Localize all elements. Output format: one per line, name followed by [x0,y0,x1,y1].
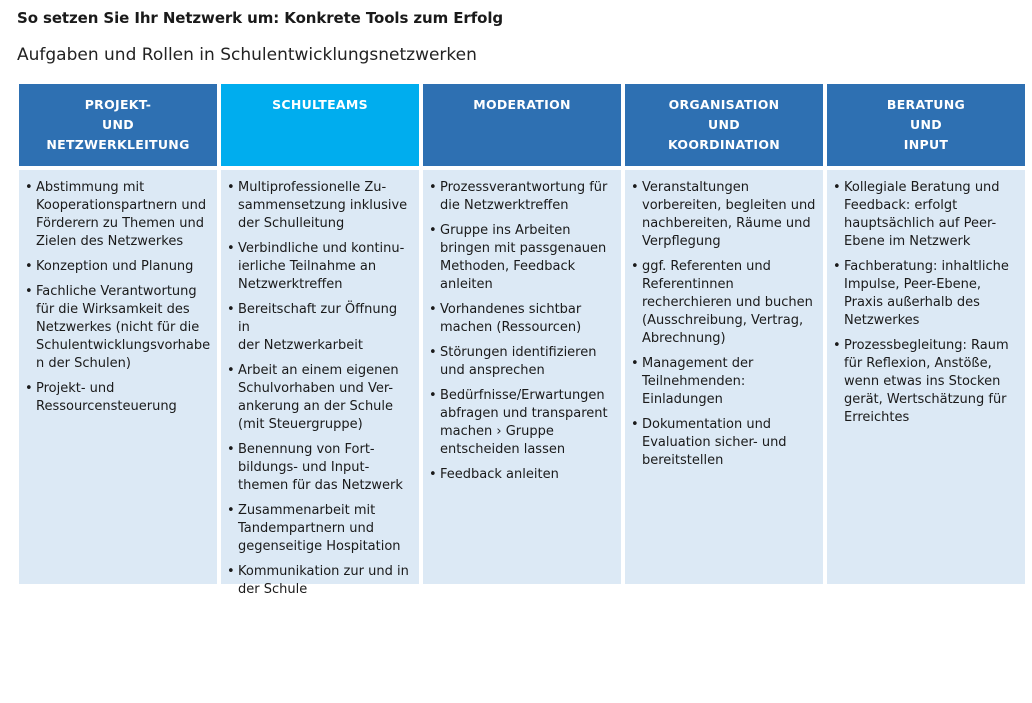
list-item: • Verbindliche und kontinu- ierliche Teilnahme an Netzwerktreffen [227,240,413,294]
column-header-line: ORGANISATION [668,97,780,112]
column-header-line: MODERATION [473,97,571,112]
column-header-line: BERATUNG [886,97,966,112]
list-item: • Dokumentation und Evaluation sicher- und bereitstellen [631,416,817,470]
list-item: • Fachliche Verantwortung für die Wirksamkeit des Netzwerkes (nicht für die Schulentwicklungsvorhabe n der Schulen) [25,283,211,373]
column-header [221,84,419,166]
list-item: • Veranstaltungen vorbereiten, begleiten und nachbereiten, Räume und Verpflegung [631,179,817,251]
list-item: • Fachberatung: inhaltliche Impulse, Peer-Ebene, Praxis außerhalb des Netzwerkes [833,258,1019,330]
column-header-line: SCHULTEAMS [272,97,368,112]
list-item: • Prozessbegleitung: Raum für Reflexion, Anstöße, wenn etwas ins Stocken gerät, Wertschätzung für Erreichtes [833,337,1019,427]
list-item: • Vorhandenes sichtbar machen (Ressourcen) [429,301,615,337]
column-header [19,84,217,166]
column-projektleitung [19,84,217,584]
list-item: • Benennung von Fort- bildungs- und Input- themen für das Netzwerk [227,441,413,495]
column-header-line: PROJEKT- [84,97,152,112]
list-item: • Konzeption und Planung [25,258,211,276]
column-body [19,170,217,584]
column-beratung [827,84,1025,584]
list-item: • Zusammenarbeit mit Tandempartnern und gegenseitige Hospitation [227,502,413,556]
column-body [423,170,621,584]
column-header-line: KOORDINATION [667,137,781,152]
column-moderation [423,84,621,584]
list-item: • Kollegiale Beratung und Feedback: erfolgt hauptsächlich auf Peer- Ebene im Netzwerk [833,179,1019,251]
column-schulteams [221,84,419,597]
page-title: So setzen Sie Ihr Netzwerk um: Konkrete Tools zum Erfolg [17,9,504,27]
column-header [423,84,621,166]
column-header-line: UND [102,117,134,132]
column-header [625,84,823,166]
column-header-line: UND [910,117,942,132]
list-item: • Arbeit an einem eigenen Schulvorhaben und Ver- ankerung an der Schule (mit Steuergruppe) [227,362,413,434]
column-organisation [625,84,823,584]
column-header-line: NETZWERKLEITUNG [46,137,190,152]
column-header-line: UND [708,117,740,132]
list-item: • Multiprofessionelle Zu- sammensetzung inklusive der Schulleitung [227,179,413,233]
roles-table [19,84,1025,597]
column-body [625,170,823,584]
list-item: • Prozessverantwortung für die Netzwerktreffen [429,179,615,215]
list-item: • Kommunikation zur und in der Schule [227,563,413,599]
list-item: • Abstimmung mit Kooperationspartnern und Förderern zu Themen und Zielen des Netzwerkes [25,179,211,251]
column-body [221,170,419,597]
list-item: • Störungen identifizieren und ansprechen [429,344,615,380]
list-item: • Gruppe ins Arbeiten bringen mit passgenauen Methoden, Feedback anleiten [429,222,615,294]
page-subtitle: Aufgaben und Rollen in Schulentwicklungsnetzwerken [17,45,477,65]
list-item: • Bereitschaft zur Öffnung in der Netzwerkarbeit [227,301,413,355]
column-header [827,84,1025,166]
column-body [827,170,1025,584]
list-item: • ggf. Referenten und Referentinnen recherchieren und buchen (Ausschreibung, Vertrag, Abrechnung) [631,258,817,348]
list-item: • Feedback anleiten [429,466,615,484]
list-item: • Management der Teilnehmenden: Einladungen [631,355,817,409]
list-item: • Projekt- und Ressourcensteuerung [25,380,211,416]
column-header-line: INPUT [903,137,949,152]
list-item: • Bedürfnisse/Erwartungen abfragen und transparent machen › Gruppe entscheiden lassen [429,387,615,459]
